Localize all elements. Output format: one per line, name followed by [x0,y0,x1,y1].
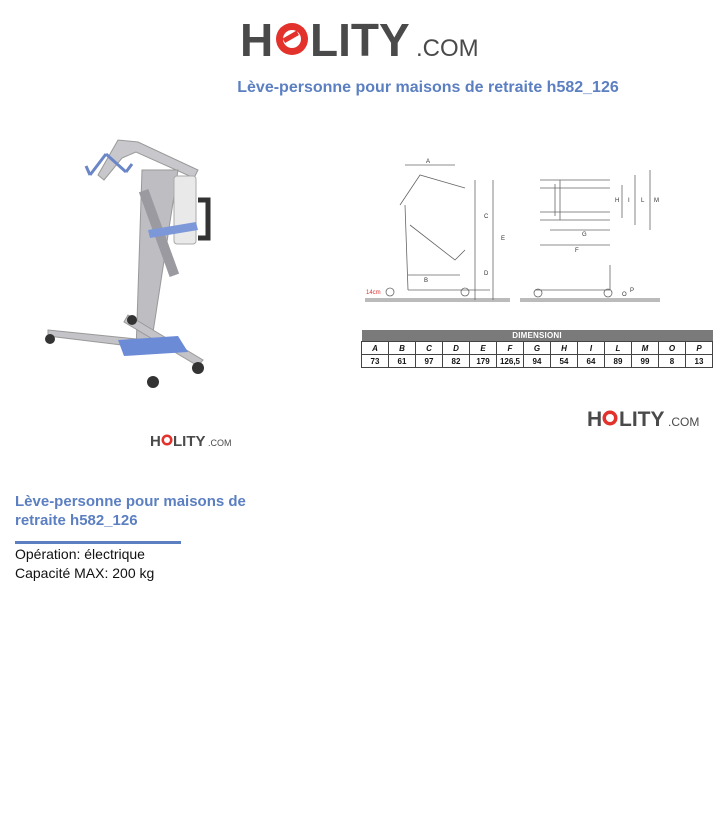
holity-logo-diagram[interactable] [587,406,703,430]
logo-o-icon [276,23,308,55]
table-cell: 179 [470,355,497,368]
svg-text:G: G [582,232,587,238]
svg-text:E: E [501,236,506,242]
table-cell: 54 [551,355,578,368]
table-header-cell: D [443,342,470,355]
table-cell: 94 [524,355,551,368]
svg-text:C: C [484,214,489,220]
table-row-values [362,355,713,368]
svg-text:O: O [622,292,627,298]
table-cell: 73 [362,355,389,368]
svg-text:LITY: LITY [619,408,665,430]
page-title: Lève-personne pour maisons de retraite h582_126 [237,79,619,96]
table-cell: 82 [443,355,470,368]
table-cell: 126,5 [497,355,524,368]
patient-lift-photo [38,130,233,392]
svg-text:M: M [654,198,659,204]
svg-text:A: A [426,159,431,165]
logo-lity: LITY [310,14,410,64]
table-header-cell: B [389,342,416,355]
table-cell: 97 [416,355,443,368]
svg-text:I: I [628,198,630,204]
table-cell: 8 [659,355,686,368]
table-cell: 13 [686,355,713,368]
table-header-cell: H [551,342,578,355]
table-cell: 64 [578,355,605,368]
table-header-cell: I [578,342,605,355]
holity-logo-small[interactable] [150,431,234,449]
svg-text:.COM: .COM [668,415,700,429]
spec-capacity: Capacité MAX: 200 kg [15,565,155,581]
table-header-cell: L [605,342,632,355]
svg-text:14cm: 14cm [366,290,381,296]
svg-text:L: L [641,198,645,204]
table-header-cell: C [416,342,443,355]
svg-text:LITY: LITY [173,433,206,449]
dimensions-heading: DIMENSIONI [362,330,713,342]
logo-h: H [240,14,274,64]
svg-text:H: H [150,433,161,449]
divider [15,541,181,544]
table-cell: 99 [632,355,659,368]
logo-com: .COM [416,35,479,62]
table-row-labels [362,342,713,355]
table-header-cell: F [497,342,524,355]
svg-text:H: H [587,408,603,430]
table-header-cell: M [632,342,659,355]
table-cell: 89 [605,355,632,368]
spec-operation: Opération: électrique [15,546,145,562]
dimension-diagram [360,150,720,310]
holity-logo[interactable] [240,12,485,64]
table-header-cell: E [470,342,497,355]
svg-text:P: P [630,288,635,294]
svg-text:D: D [484,271,489,277]
svg-text:.COM: .COM [208,438,232,448]
svg-text:H: H [615,198,620,204]
svg-text:F: F [575,248,579,254]
dimensions-table [361,330,713,368]
table-header-cell: O [659,342,686,355]
table-header-cell: P [686,342,713,355]
table-cell: 61 [389,355,416,368]
table-header-cell: A [362,342,389,355]
table-header-cell: G [524,342,551,355]
svg-text:B: B [424,278,429,284]
product-title: Lève-personne pour maisons de retraite h582_126 [15,493,246,529]
